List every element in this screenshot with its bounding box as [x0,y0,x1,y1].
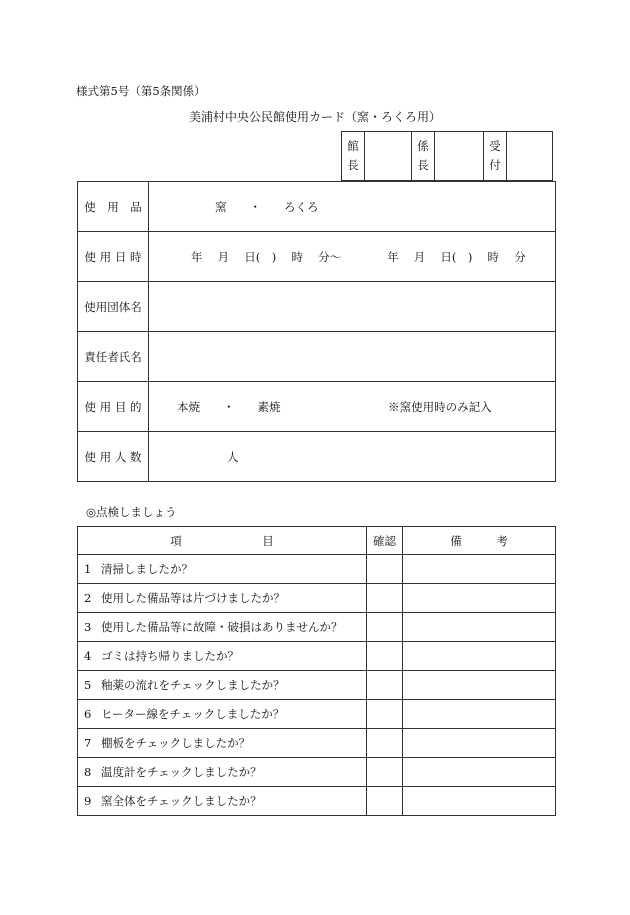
stamp-label-reception: 受 付 [484,132,507,181]
headcount-unit: 人 [227,449,239,464]
remarks-cell[interactable] [403,787,556,816]
group-name-label: 使用団体名 [78,282,149,332]
usage-info-table [77,181,556,482]
remarks-cell[interactable] [403,671,556,700]
confirm-cell[interactable] [367,555,403,584]
stamp-label-director: 館 長 [342,132,365,181]
checklist-item [78,613,367,642]
checklist-item-number: 2 [84,591,92,605]
checklist-item-text: ヒーター線をチェックしましたか？ [101,707,285,721]
checklist-row [78,729,556,758]
confirm-cell[interactable] [367,758,403,787]
stamp-label-chief: 係 長 [412,132,435,181]
checklist-item-number: 1 [84,562,92,576]
checklist-item [78,729,367,758]
checklist-header-row [78,527,556,555]
page-title: 美浦村中央公民館使用カード（窯・ろくろ用） [188,110,441,124]
usage-datetime-label: 使 用 日 時 [78,232,149,282]
checklist-row [78,758,556,787]
responsible-person-label: 責任者氏名 [78,332,149,382]
checklist-item-text: 棚板をチェックしましたか？ [101,736,251,750]
usage-item-field[interactable] [149,182,556,232]
stamp-box-chief[interactable] [435,132,484,181]
remarks-cell[interactable] [403,555,556,584]
confirm-cell[interactable] [367,787,403,816]
row-usage-item [78,182,556,232]
group-name-field[interactable] [149,282,556,332]
checklist-item-text: 使用した備品等に故障・破損はありませんか？ [101,620,343,634]
purpose-options: 本焼 ・ 素焼 [177,399,281,414]
purpose-field[interactable] [149,382,556,432]
usage-item-label: 使 用 品 [78,182,149,232]
row-usage-datetime [78,232,556,282]
row-headcount [78,432,556,482]
responsible-person-field[interactable] [149,332,556,382]
row-responsible-person [78,332,556,382]
checklist-item-number: 3 [84,620,92,634]
headcount-label: 使 用 人 数 [78,432,149,482]
checklist-item-text: ゴミは持ち帰りましたか？ [101,649,239,663]
checklist-item [78,758,367,787]
column-header-remarks: 備 考 [403,527,556,555]
confirm-cell[interactable] [367,729,403,758]
confirm-cell[interactable] [367,671,403,700]
row-group-name [78,282,556,332]
checklist-row [78,700,556,729]
usage-datetime-template: 年 月 日( ) 時 分～ 年 月 日( ) 時 分 [191,249,526,264]
checklist-item-text: 窯全体をチェックしましたか？ [101,794,262,808]
form-number: 様式第5号（第5条関係） [76,84,206,98]
checklist-item-number: 8 [84,765,92,779]
remarks-cell[interactable] [403,642,556,671]
checklist-row [78,671,556,700]
checklist-row [78,584,556,613]
checklist-item-text: 清掃しましたか？ [101,562,193,576]
checklist-row [78,787,556,816]
column-header-confirm: 確認 [367,527,403,555]
checklist-item [78,642,367,671]
stamp-box-director[interactable] [365,132,412,181]
purpose-note: ※窯使用時のみ記入 [388,399,492,414]
checklist-item [78,700,367,729]
remarks-cell[interactable] [403,613,556,642]
remarks-cell[interactable] [403,584,556,613]
remarks-cell[interactable] [403,758,556,787]
checklist-item-text: 温度計をチェックしましたか？ [101,765,262,779]
confirm-cell[interactable] [367,584,403,613]
checklist-item [78,787,367,816]
column-header-item: 項 目 [78,527,367,555]
usage-datetime-field[interactable] [149,232,556,282]
confirm-cell[interactable] [367,613,403,642]
checklist-item-text: 使用した備品等は片づけましたか？ [101,591,285,605]
checklist-row [78,642,556,671]
checklist-row [78,613,556,642]
row-purpose [78,382,556,432]
checklist-heading: ◎点検しましょう [86,505,177,519]
checklist-item-text: 釉薬の流れをチェックしましたか？ [101,678,285,692]
checklist-item-number: 5 [84,678,92,692]
headcount-field[interactable] [149,432,556,482]
purpose-label: 使 用 目 的 [78,382,149,432]
remarks-cell[interactable] [403,700,556,729]
usage-item-options: 窯 ・ ろくろ [215,199,319,214]
remarks-cell[interactable] [403,729,556,758]
checklist-item [78,671,367,700]
confirm-cell[interactable] [367,642,403,671]
confirm-cell[interactable] [367,700,403,729]
checklist-item-number: 4 [84,649,92,663]
checklist-table [77,526,556,816]
checklist-item-number: 6 [84,707,92,721]
checklist-item-number: 9 [84,794,92,808]
checklist-item [78,584,367,613]
stamp-box-reception[interactable] [507,132,553,181]
approval-stamp-box [341,131,553,181]
checklist-item-number: 7 [84,736,92,750]
checklist-row [78,555,556,584]
checklist-item [78,555,367,584]
